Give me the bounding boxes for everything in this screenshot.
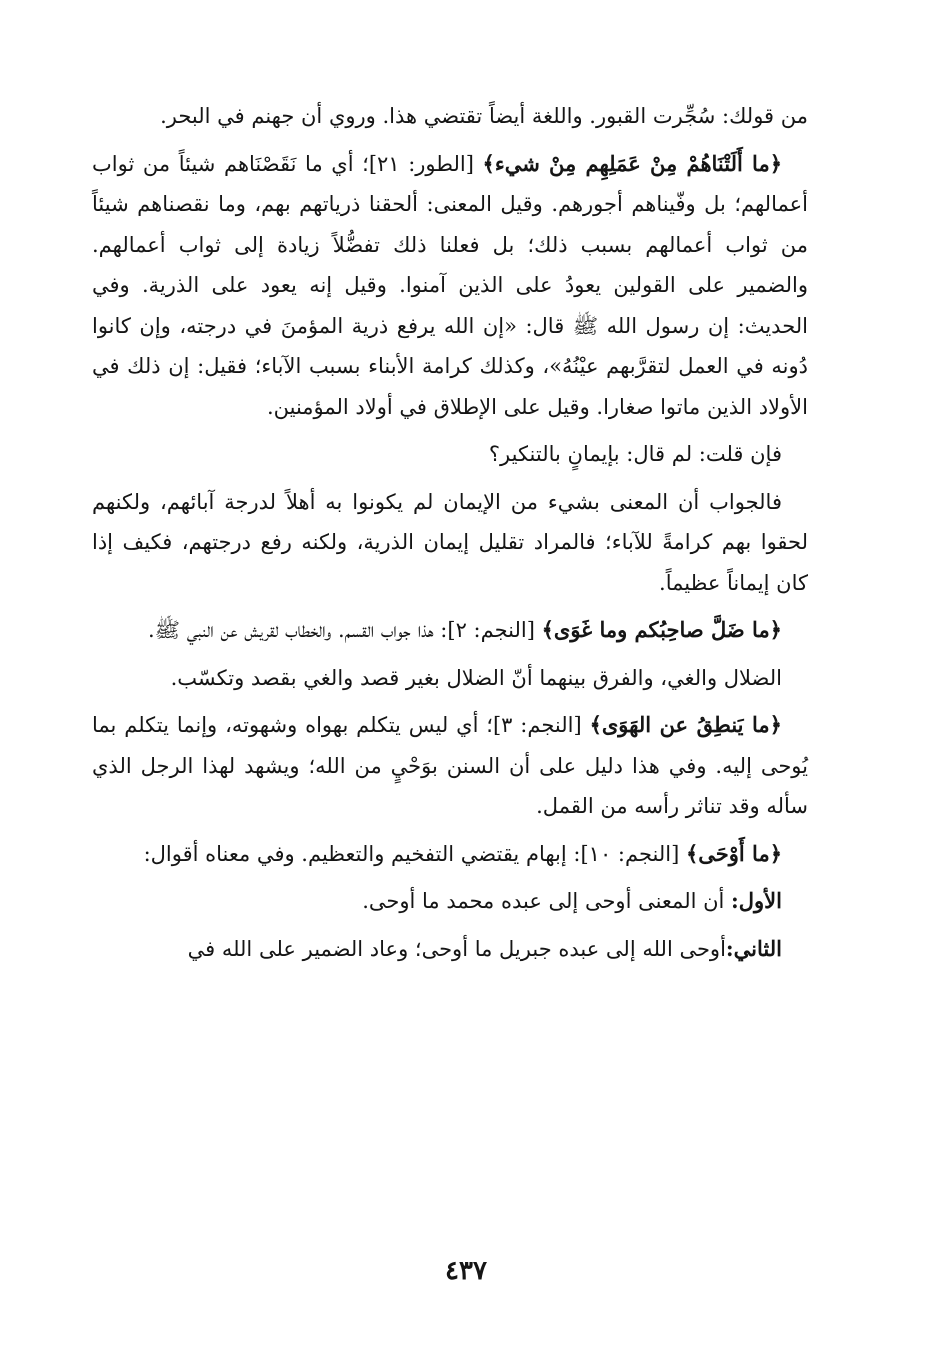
paragraph-8-text: [النجم: ١٠]: إبهام يقتضي التفخيم والتعظيم. وفي معناه أقوال: (143, 841, 686, 866)
paragraph-1 (92, 96, 808, 137)
paragraph-9 (92, 881, 808, 922)
quran-quote-altur-21: ﴿ما أَلَتْنَاهُمْ مِنْ عَمَلِهِم مِنْ شيء﴾ (482, 150, 783, 176)
paragraph-9-text: أن المعنى أوحى إلى عبده محمد ما أوحى. (362, 889, 732, 913)
paragraph-6-text: الضلال والغي، والفرق بينهما أنّ الضلال بغير قصد والغي بقصد وتكسّب. (170, 665, 782, 690)
paragraph-5 (92, 610, 808, 651)
page-number: ٤٣٧ (445, 1256, 487, 1286)
quran-quote-alnajm-2: ﴿ما ضَلَّ صاحِبُكم وما غَوَى﴾ (541, 617, 782, 642)
paragraph-7-text: [النجم: ٣]؛ أي ليس يتكلم بهواه وشهوته، وإنما يتكلم بما يُوحى إليه. وفي هذا دليل على أن السنن بوَحْيٍ من الله؛ ويشهد لهذا الرجل الذي سأله وقد تناثر رأسه من القمل. (92, 713, 808, 818)
paragraph-4-text: فالجواب أن المعنى بشيء من الإيمان لم يكونوا به أهلاً لدرجة آبائهم، ولكنهم لحقوا بهم كرامةً للآباء؛ فالمراد تقليل إيمان الذرية، ولكنه رفع درجتهم، فكيف إذا كان إيماناً عظيماً. (92, 489, 808, 595)
quran-quote-alnajm-3: ﴿ما يَنطِقُ عن الهَوَى﴾ (589, 712, 782, 737)
paragraph-10-text: أوحى الله إلى عبده جبريل ما أوحى؛ وعاد الضمير على الله في (187, 936, 726, 961)
paragraph-2 (92, 144, 808, 428)
quran-quote-alnajm-10: ﴿ما أَوْحَى﴾ (685, 840, 782, 866)
paragraph-6 (92, 658, 808, 699)
paragraph-2-text: [الطور: ٢١]؛ أي ما نَقَصْنَاهم شيئاً من ثواب أعمالهم؛ بل وفّيناهم أجورهم. وقيل المعنى: ألحقنا ذرياتهم بهم، وما نقصناهم شيئاً من ثواب أعمالهم بسبب ذلك؛ بل فعلنا ذلك تفضُّلاً زيادة إلى ثواب أعمالهم. والضمير على القولين يعودُ على الذين آمنوا. وقيل إنه يعود على الذرية. وفي الحديث: إن رسول الله ﷺ قال: «إن الله يرفع ذرية المؤمنَ في درجته، وإن كانوا دُونه في العمل لتقرَّبهم عيْنُهُ»، وكذلك كرامة الأبناء بسبب الآباء؛ فقيل: إن ذلك في الأولاد الذين ماتوا صغارا. وقيل على الإطلاق في أولاد المؤمنين. (92, 151, 808, 419)
second-opinion-heading: الثاني: (725, 935, 782, 961)
paragraph-4 (92, 482, 808, 604)
paragraph-3 (92, 434, 808, 475)
paragraph-7 (92, 705, 808, 827)
paragraph-10 (92, 929, 808, 970)
first-opinion-heading: الأول: (731, 888, 782, 913)
paragraph-5-text: [النجم: ٢]: هذا جواب القسم. والخطاب لقريش عن النبي ﷺ. (147, 618, 542, 642)
paragraph-1-text: من قولك: سُجِّرت القبور. واللغة أيضاً تقتضي هذا. وروي أن جهنم في البحر. (160, 104, 808, 128)
paragraph-8 (92, 834, 808, 875)
page-body (92, 96, 808, 976)
paragraph-3-text: فإن قلت: لم قال: بإيمانٍ بالتنكير؟ (488, 442, 782, 466)
